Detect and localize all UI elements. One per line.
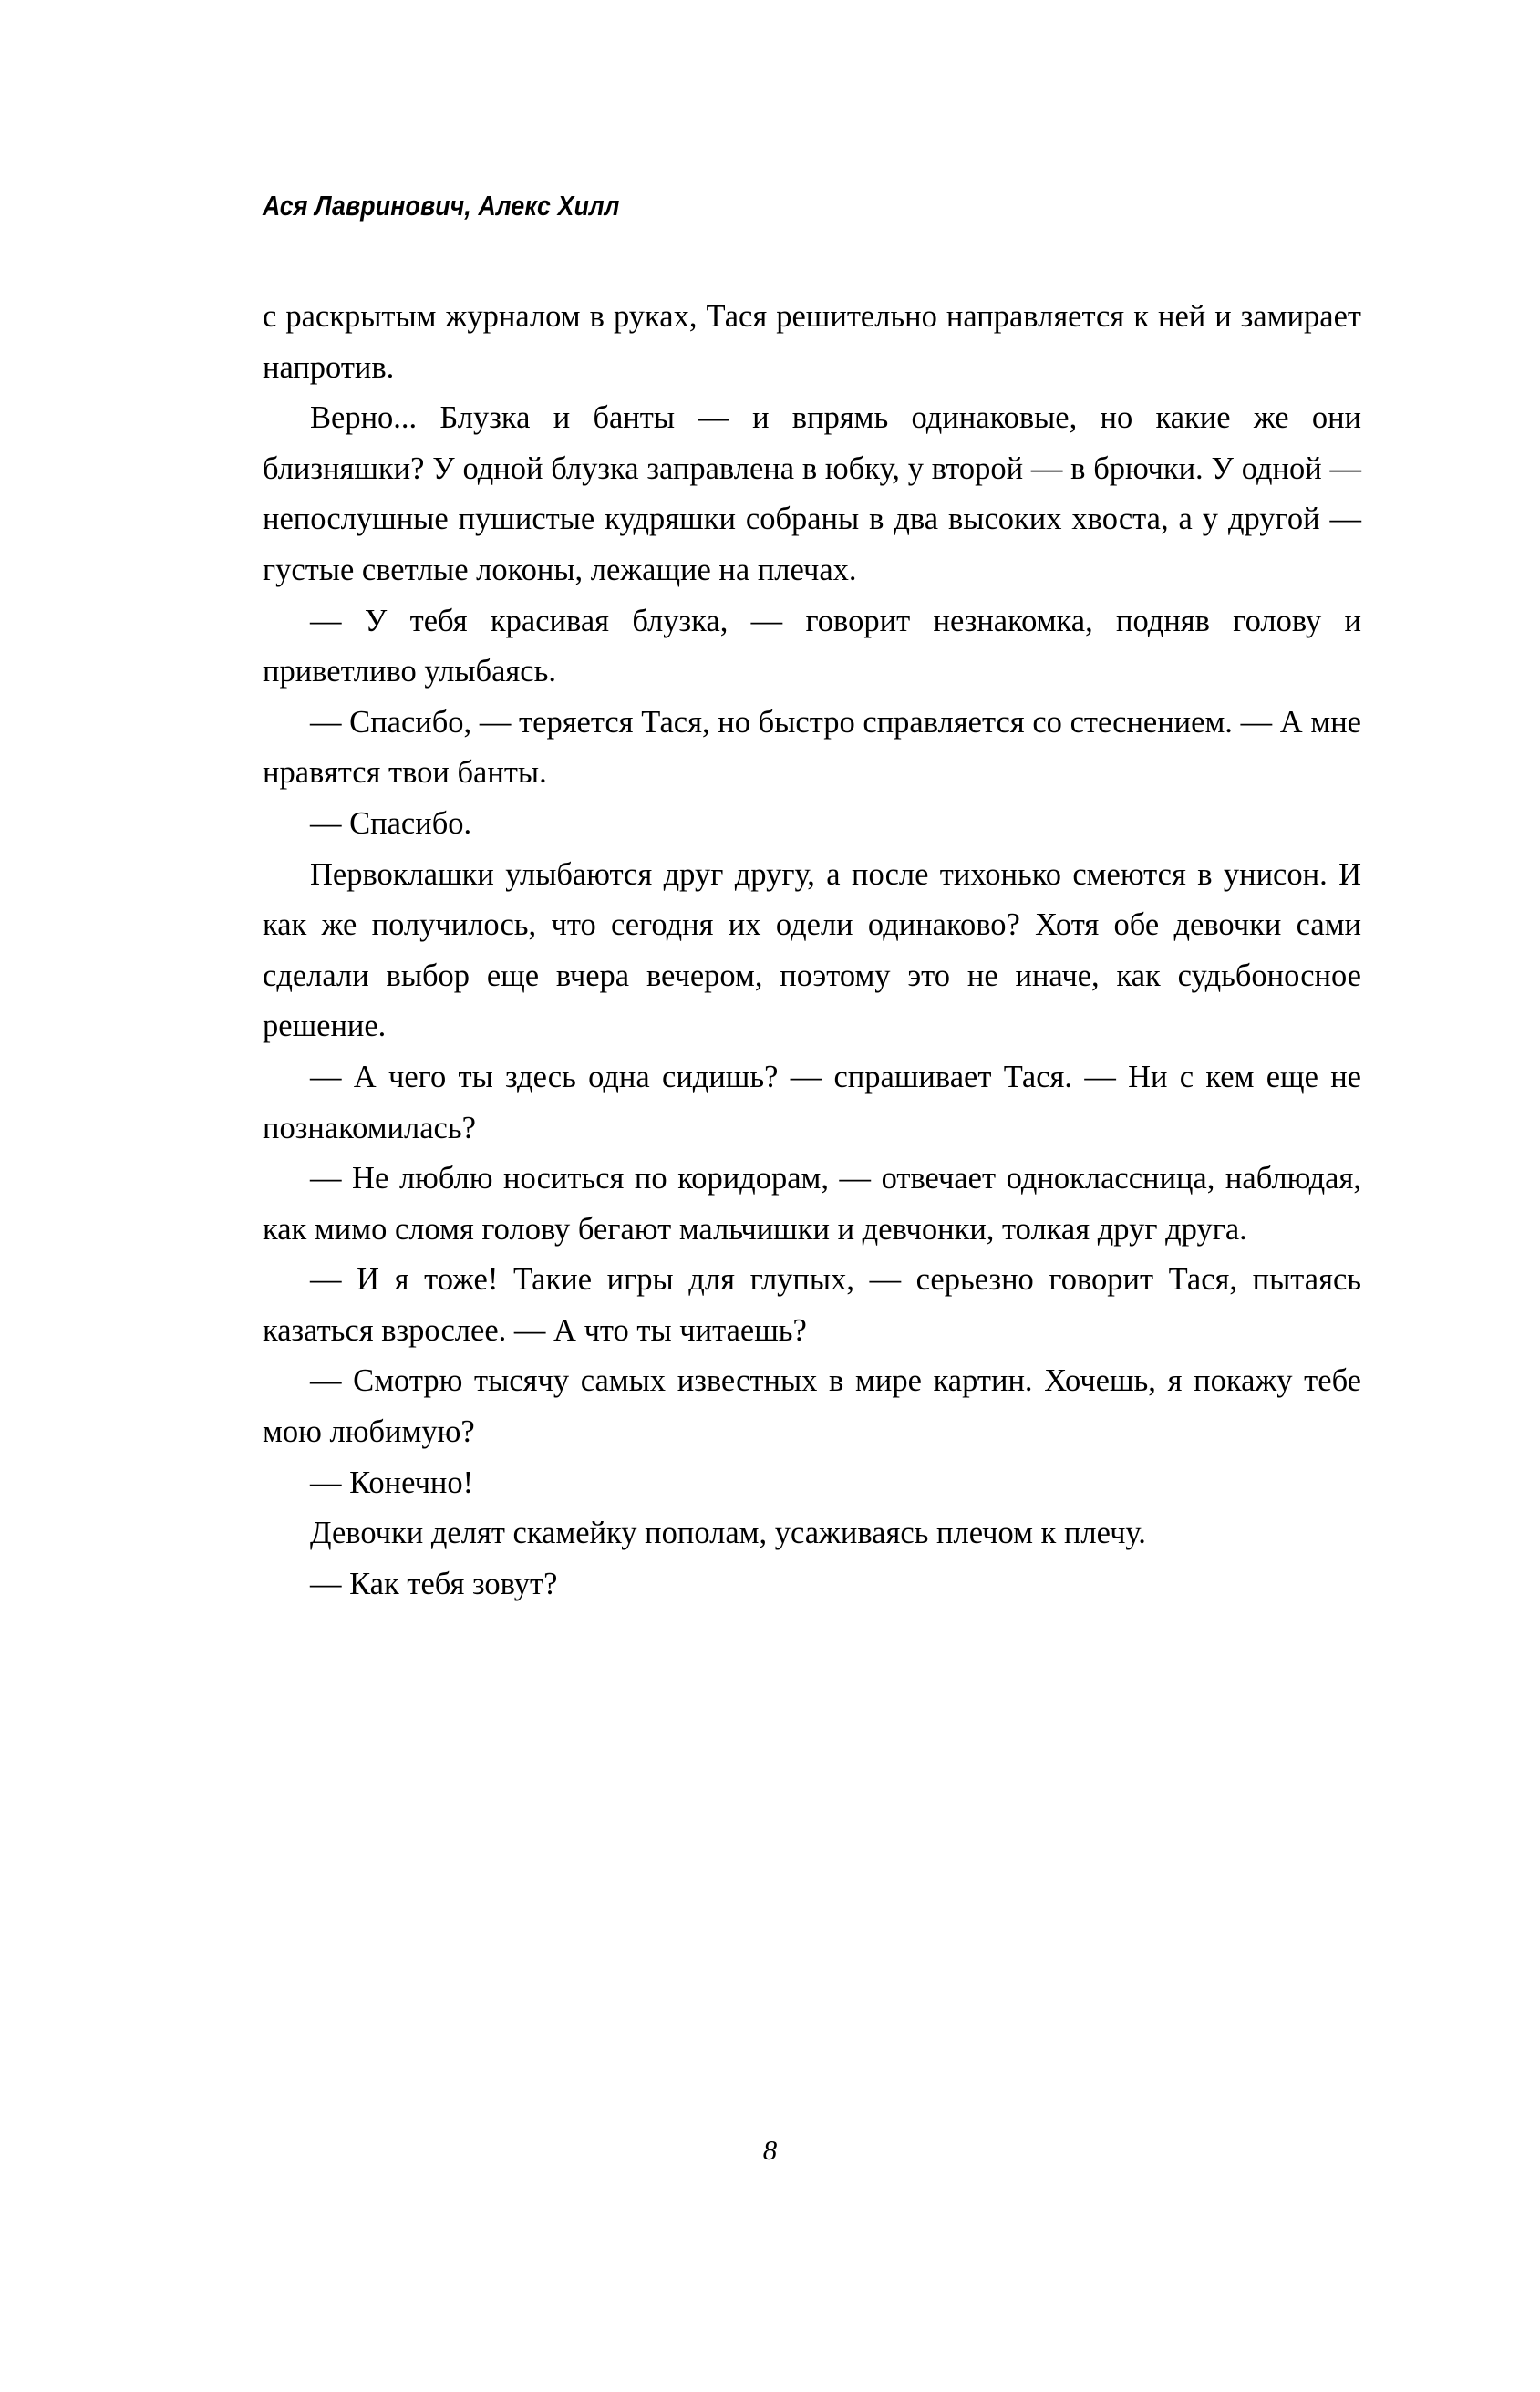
body-text-block <box>263 292 1361 1610</box>
paragraph: — Спасибо. <box>310 805 472 841</box>
paragraph: — У тебя красивая блузка, — говорит незнакомка, подняв голову и приветливо улыбаясь. <box>263 603 1361 689</box>
paragraph: — Конечно! <box>310 1465 474 1500</box>
paragraph: — Как тебя зовут? <box>310 1566 558 1601</box>
running-head: Ася Лавринович, Алекс Хилл <box>263 190 620 222</box>
paragraph: с раскрытым журналом в руках, Тася решительно направляется к ней и замирает напротив. <box>263 299 1361 385</box>
paragraph: Верно... Блузка и банты — и впрямь одинаковые, но какие же они близняшки? У одной блузка заправлена в юбку, у второй — в брючки. У одной — непослушные пушистые кудряшки собраны в два высоких хвоста, а у другой — густые светлые локоны, лежащие на плечах. <box>263 400 1361 587</box>
paragraph: — Смотрю тысячу самых известных в мире картин. Хочешь, я покажу тебе мою любимую? <box>263 1363 1361 1450</box>
paragraph: — И я тоже! Такие игры для глупых, — серьезно говорит Тася, пытаясь казаться взрослее. — А что ты читаешь? <box>263 1262 1361 1348</box>
paragraph: — Спасибо, — теряется Тася, но быстро справляется со стеснением. — А мне нравятся твои банты. <box>263 704 1361 791</box>
paragraph: Первоклашки улыбаются друг другу, а после тихонько смеются в унисон. И как же получилось, что сегодня их одели одинаково? Хотя обе девочки сами сделали выбор еще вчера вечером, поэтому это не иначе, как судьбоносное решение. <box>263 856 1361 1044</box>
page-number: 8 <box>762 2134 778 2166</box>
paragraph: — Не люблю носиться по коридорам, — отвечает одноклассница, наблюдая, как мимо сломя голову бегают мальчишки и девчонки, толкая друг друга. <box>263 1161 1361 1247</box>
paragraph: Девочки делят скамейку пополам, усаживаясь плечом к плечу. <box>310 1516 1146 1551</box>
paragraph: — А чего ты здесь одна сидишь? — спрашивает Тася. — Ни с кем еще не познакомилась? <box>263 1059 1361 1145</box>
